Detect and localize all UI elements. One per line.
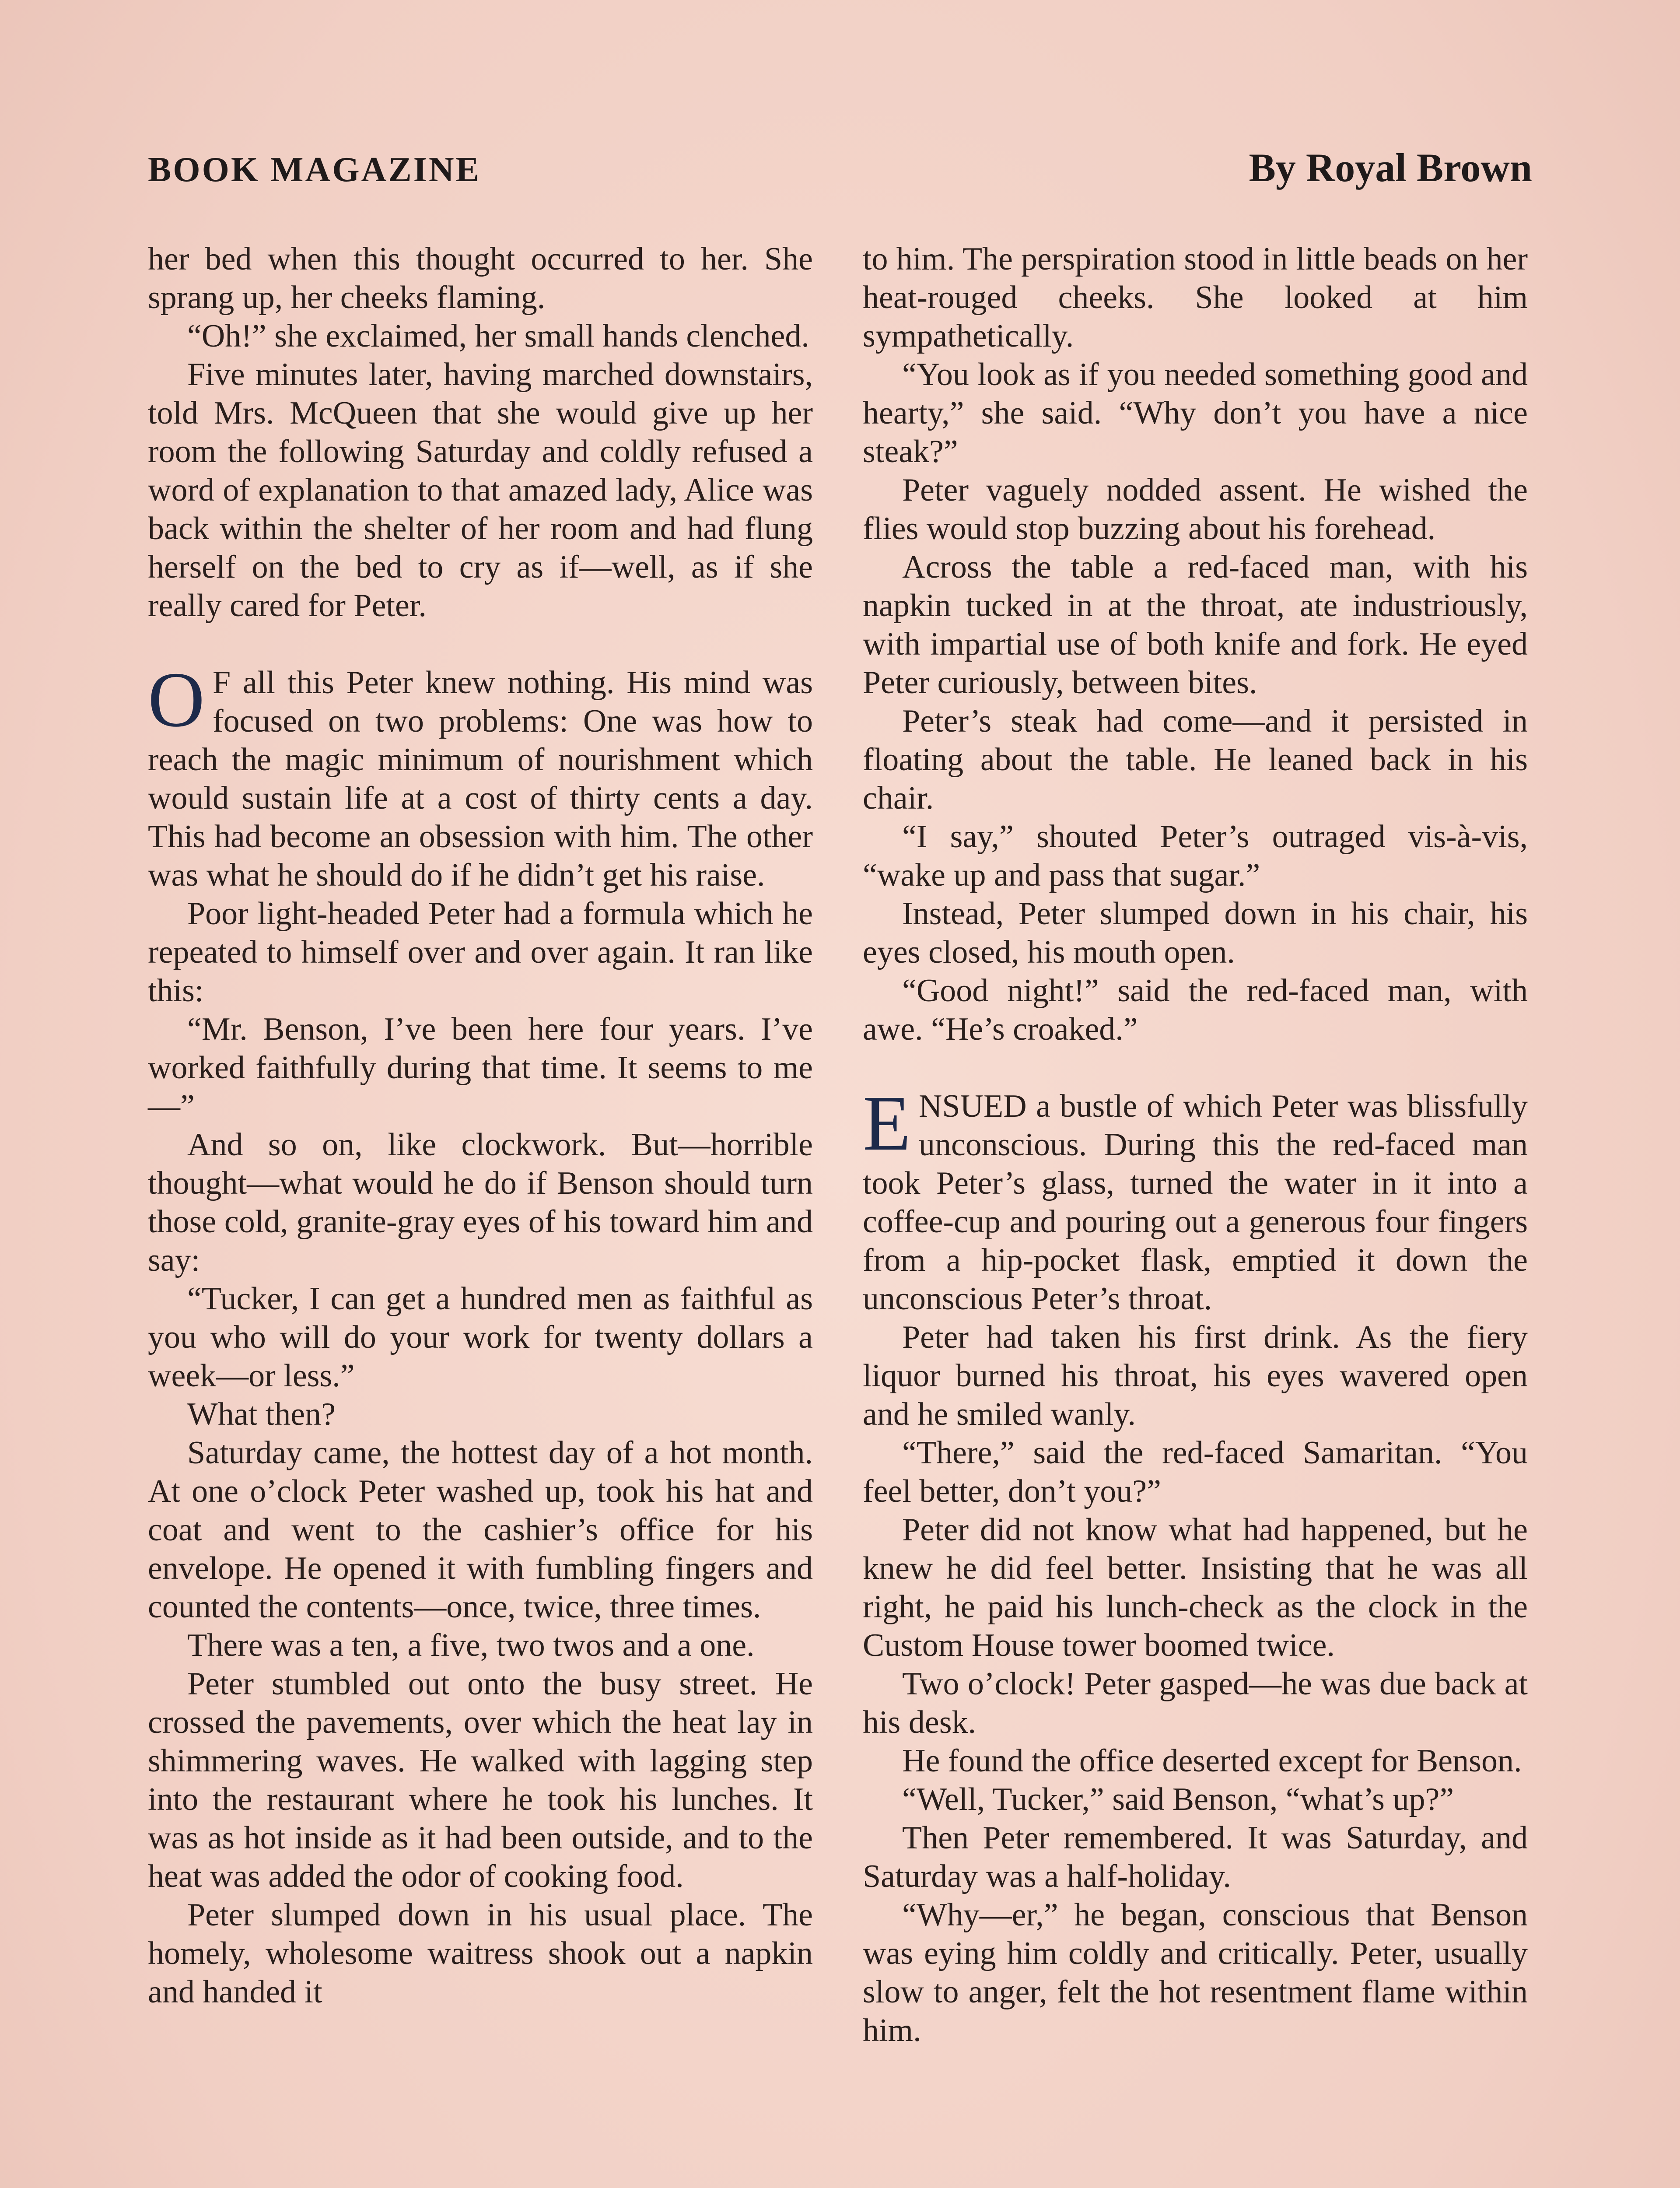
paragraph: Peter stumbled out onto the busy street. He crossed the pavements, over which the heat lay in shimmering waves. He walked with lagging step into the restaurant where he took his lunches. It was as hot inside as it had been outside, and to the heat was added the odor of cooking food. <box>148 1666 813 1894</box>
drop-cap: O <box>148 656 205 743</box>
author-byline: By Royal Brown <box>1249 145 1532 190</box>
drop-cap: E <box>863 1080 911 1167</box>
paragraph: Saturday came, the hottest day of a hot month. At one o’clock Peter washed up, took his hat and coat and went to the cashier’s office for his envelope. He opened it with fumbling fingers and counted the contents—once, twice, three times. <box>148 1435 813 1625</box>
paragraph: Across the table a red-faced man, with his napkin tucked in at the throat, ate industriously, with impartial use of both knife and fork. He eyed Peter curiously, between bites. <box>863 549 1528 701</box>
paragraph: Peter slumped down in his usual place. The homely, wholesome waitress shook out a napkin and handed it <box>148 1897 813 2010</box>
paragraph: And so on, like clockwork. But—horrible thought—what would he do if Benson should turn those cold, granite-gray eyes of his toward him and say: <box>148 1127 813 1278</box>
paragraph: Peter vaguely nodded assent. He wished the flies would stop buzzing about his forehead. <box>863 472 1528 547</box>
paragraph: Instead, Peter slumped down in his chair, his eyes closed, his mouth open. <box>863 896 1528 970</box>
paragraph-text: F all this Peter knew nothing. His mind was focused on two problems: One was how to reach the magic minimum of nourishment which would sustain life at a cost of thirty cents a day. This had become an obsession with him. The other was what he should do if he didn’t get his raise. <box>148 665 813 893</box>
section-paragraph <box>863 1080 1528 1318</box>
paragraph: “Mr. Benson, I’ve been here four years. I’ve worked faithfully during that time. It seems to me—” <box>148 1011 813 1124</box>
paragraph: Peter did not know what had happened, but he knew he did feel better. Insisting that he was all right, he paid his lunch-check as the clock in the Custom House tower boomed twice. <box>863 1512 1528 1663</box>
paragraph: “Tucker, I can get a hundred men as faithful as you who will do your work for twenty dollars a week—or less.” <box>148 1281 813 1394</box>
left-column <box>148 240 813 2011</box>
paragraph: “Oh!” she exclaimed, her small hands clenched. <box>187 318 809 354</box>
running-header <box>148 144 1532 191</box>
paragraph: Peter’s steak had come—and it persisted in floating about the table. He leaned back in his chair. <box>863 703 1528 816</box>
paragraph-text: NSUED a bustle of which Peter was blissfully unconscious. During this the red-faced man took Peter’s glass, turned the water in it into a coffee-cup and pouring out a generous four fingers from a hip-pocket flask, emptied it down the unconscious Peter’s throat. <box>863 1088 1528 1317</box>
paragraph: “Good night!” said the red-faced man, with awe. “He’s croaked.” <box>863 973 1528 1047</box>
paragraph: He found the office deserted except for Benson. <box>902 1743 1522 1779</box>
section-paragraph <box>148 656 813 894</box>
paragraph: “Why—er,” he began, conscious that Benson was eying him coldly and critically. Peter, usually slow to anger, felt the hot resentment flame within him. <box>863 1897 1528 2048</box>
paragraph: There was a ten, a five, two twos and a one. <box>187 1627 755 1663</box>
paragraph: her bed when this thought occurred to her. She sprang up, her cheeks flaming. <box>148 241 813 316</box>
paragraph: What then? <box>187 1396 336 1432</box>
paragraph: “There,” said the red-faced Samaritan. “You feel better, don’t you?” <box>863 1435 1528 1509</box>
paragraph: Then Peter remembered. It was Saturday, and Saturday was a half-holiday. <box>863 1820 1528 1894</box>
paragraph: Peter had taken his first drink. As the fiery liquor burned his throat, his eyes wavered open and he smiled wanly. <box>863 1319 1528 1432</box>
paragraph: “You look as if you needed something good and hearty,” she said. “Why don’t you have a nice steak?” <box>863 357 1528 470</box>
paragraph: Two o’clock! Peter gasped—he was due back at his desk. <box>863 1666 1528 1740</box>
paragraph: to him. The perspiration stood in little beads on her heat-rouged cheeks. She looked at him sympathetically. <box>863 241 1528 354</box>
magazine-title: BOOK MAGAZINE <box>148 151 481 189</box>
paragraph: “I say,” shouted Peter’s outraged vis-à-vis, “wake up and pass that sugar.” <box>863 819 1528 893</box>
paragraph: Five minutes later, having marched downstairs, told Mrs. McQueen that she would give up her room the following Saturday and coldly refused a word of explanation to that amazed lady, Alice was back within the shelter of her room and had flung herself on the bed to cry as if—well, as if she really cared for Peter. <box>148 357 813 624</box>
right-column <box>863 240 1528 2050</box>
paragraph: Poor light-headed Peter had a formula which he repeated to himself over and over again. It ran like this: <box>148 896 813 1009</box>
paragraph: “Well, Tucker,” said Benson, “what’s up?” <box>902 1781 1454 1817</box>
